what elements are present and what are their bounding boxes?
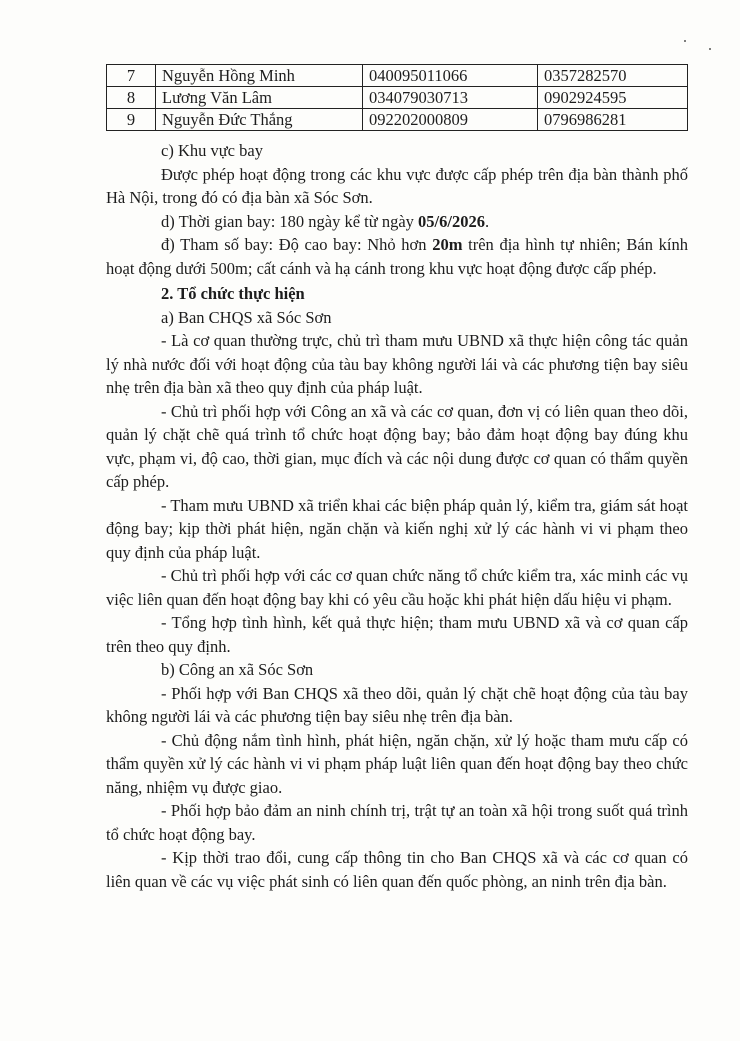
document-body [106,139,688,893]
scan-speck [709,48,711,50]
section-2-heading [106,282,688,306]
table-row [107,109,688,131]
person-name: Nguyễn Đức Thắng [156,109,363,131]
row-number: 7 [107,65,156,87]
list-item: - Là cơ quan thường trực, chủ trì tham mưu UBND xã thực hiện công tác quản lý nhà nước đối với hoạt động của tàu bay không người lái và các phương tiện bay siêu nhẹ trên địa bàn xã theo quy định của pháp luật. [106,331,688,397]
section-c-heading: c) Khu vực bay [161,141,263,160]
flight-height: 20m [432,235,463,254]
section-dd-rest: trên địa hình tự nhiên; Bán kính hoạt động dưới 500m; cất cánh và hạ cánh trong khu vực hoạt động được cấp phép. [106,235,689,278]
id-number: 034079030713 [363,87,538,109]
list-item: - Tham mưu UBND xã triển khai các biện pháp quản lý, kiểm tra, giám sát hoạt động bay; kịp thời phát hiện, ngăn chặn và kiến nghị xử lý các hành vi vi phạm theo quy định của pháp luật. [106,495,688,562]
phone-number: 0796986281 [538,109,688,131]
list-item: - Chủ trì phối hợp với các cơ quan chức năng tổ chức kiểm tra, xác minh các vụ việc liên quan đến hoạt động bay khi có yêu cầu hoặc khi phát hiện dấu hiệu vi phạm. [106,566,688,609]
section-dd-label: đ) Tham số bay: Độ cao bay: Nhỏ hơn [161,235,433,254]
scan-speck [684,40,686,42]
person-name: Nguyễn Hồng Minh [156,65,363,87]
phone-number: 0902924595 [538,87,688,109]
section-c-text: Được phép hoạt động trong các khu vực được cấp phép trên địa bàn thành phố Hà Nội, trong đó có địa bàn xã Sóc Sơn. [106,164,688,207]
start-date: 05/6/2026 [418,211,485,231]
id-number: 040095011066 [363,65,538,87]
list-item: - Phối hợp với Ban CHQS xã theo dõi, quản lý chặt chẽ hoạt động của tàu bay không người lái và các phương tiện bay siêu nhẹ trên địa bàn. [106,683,688,726]
section-d-end: . [484,211,490,231]
table-row [107,87,688,109]
section-dd-text [106,233,688,280]
sub-a-heading: a) Ban CHQS xã Sóc Sơn [161,307,332,327]
person-name: Lương Văn Lâm [156,87,363,109]
sub-b-heading: b) Công an xã Sóc Sơn [161,660,314,679]
list-item: - Chủ động nắm tình hình, phát hiện, ngăn chặn, xử lý hoặc tham mưu cấp có thẩm quyền xử lý các hành vi vi phạm pháp luật liên quan đến hoạt động bay theo chức năng, nhiệm vụ được giao. [106,730,688,797]
list-item: - Tổng hợp tình hình, kết quả thực hiện; tham mưu UBND xã và cơ quan cấp trên theo quy định. [106,613,688,656]
section-d-text [106,210,688,234]
list-item: - Phối hợp bảo đảm an ninh chính trị, trật tự an toàn xã hội trong suốt quá trình tổ chức hoạt động bay. [106,801,688,844]
row-number: 9 [107,109,156,131]
pilot-table [106,64,688,131]
phone-number: 0357282570 [538,65,688,87]
table-row [107,65,688,87]
section-2-title: 2. Tổ chức thực hiện [161,284,305,303]
list-item: - Kịp thời trao đổi, cung cấp thông tin cho Ban CHQS xã và các cơ quan có liên quan về các vụ việc phát sinh có liên quan đến quốc phòng, an ninh trên địa bàn. [106,848,688,891]
list-item: - Chủ trì phối hợp với Công an xã và các cơ quan, đơn vị có liên quan theo dõi, quản lý chặt chẽ quá trình tổ chức hoạt động bay; bảo đảm hoạt động bay đúng khu vực, phạm vi, độ cao, thời gian, mục đích và các nội dung được cơ quan có thẩm quyền cấp phép. [106,401,688,491]
section-d-label: d) Thời gian bay: 180 ngày kể từ ngày [161,211,419,231]
row-number: 8 [107,87,156,109]
id-number: 092202000809 [363,109,538,131]
